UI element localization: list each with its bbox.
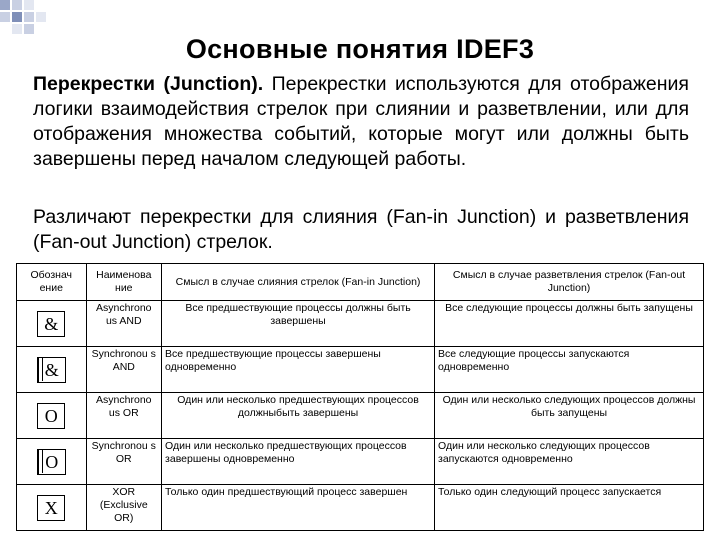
- header-symbol: Обознач ение: [17, 264, 87, 301]
- junction-name: Synchronou s OR: [86, 439, 162, 485]
- table-row: [17, 301, 704, 347]
- junction-text: Перекрестки используются для отображения логики взаимодействия стрелок при слиянии и разветвлении, или для отображения множества событий, которые могут или должны быть завершены перед началом следующей работы.: [33, 73, 689, 170]
- fanout-meaning: Один или несколько следующих процессов запускаются одновременно: [435, 439, 704, 485]
- fanin-meaning: Только один предшествующий процесс завершен: [162, 485, 435, 531]
- fanout-meaning: Один или несколько следующих процессов должны быть запущены: [435, 393, 704, 439]
- async-and-symbol: &: [37, 311, 65, 337]
- fanout-meaning: Только один следующий процесс запускается: [435, 485, 704, 531]
- table-row: [17, 393, 704, 439]
- header-name: Наименова ние: [86, 264, 162, 301]
- table-row: [17, 439, 704, 485]
- page-title: Основные понятия IDEF3: [185, 34, 535, 64]
- sync-or-symbol: O: [37, 449, 66, 475]
- sync-and-symbol: &: [37, 357, 66, 383]
- fanin-meaning: Один или несколько предшествующих процессов завершены одновременно: [162, 439, 435, 485]
- fanout-meaning: Все следующие процессы запускаются одновременно: [435, 347, 704, 393]
- table-row: [17, 347, 704, 393]
- header-fanout: Смысл в случае разветвления стрелок (Fan-out Junction): [435, 264, 704, 301]
- junction-types-description: [33, 205, 689, 255]
- async-or-symbol: O: [37, 403, 65, 429]
- fanin-meaning: Один или несколько предшествующих процессов должныбыть завершены: [162, 393, 435, 439]
- fanout-meaning: Все следующие процессы должны быть запущены: [435, 301, 704, 347]
- junction-name: Asynchrono us AND: [86, 301, 162, 347]
- fanin-meaning: Все предшествующие процессы должны быть завершены: [162, 301, 435, 347]
- junction-name: XOR (Exclusive OR): [86, 485, 162, 531]
- junction-types-text: Различают перекрестки для слияния (Fan-in Junction) и разветвления (Fan-out Junction) стрелок.: [33, 206, 689, 253]
- junction-table: [16, 263, 704, 531]
- junction-name: Synchronou s AND: [86, 347, 162, 393]
- junction-term: Перекрестки (Junction).: [33, 73, 264, 95]
- table-row: [17, 485, 704, 531]
- header-fanin: Смысл в случае слияния стрелок (Fan-in Junction): [162, 264, 435, 301]
- xor-symbol: X: [37, 495, 65, 521]
- fanin-meaning: Все предшествующие процессы завершены одновременно: [162, 347, 435, 393]
- junction-description: [33, 72, 689, 172]
- table-header-row: [17, 264, 704, 301]
- junction-name: Asynchrono us OR: [86, 393, 162, 439]
